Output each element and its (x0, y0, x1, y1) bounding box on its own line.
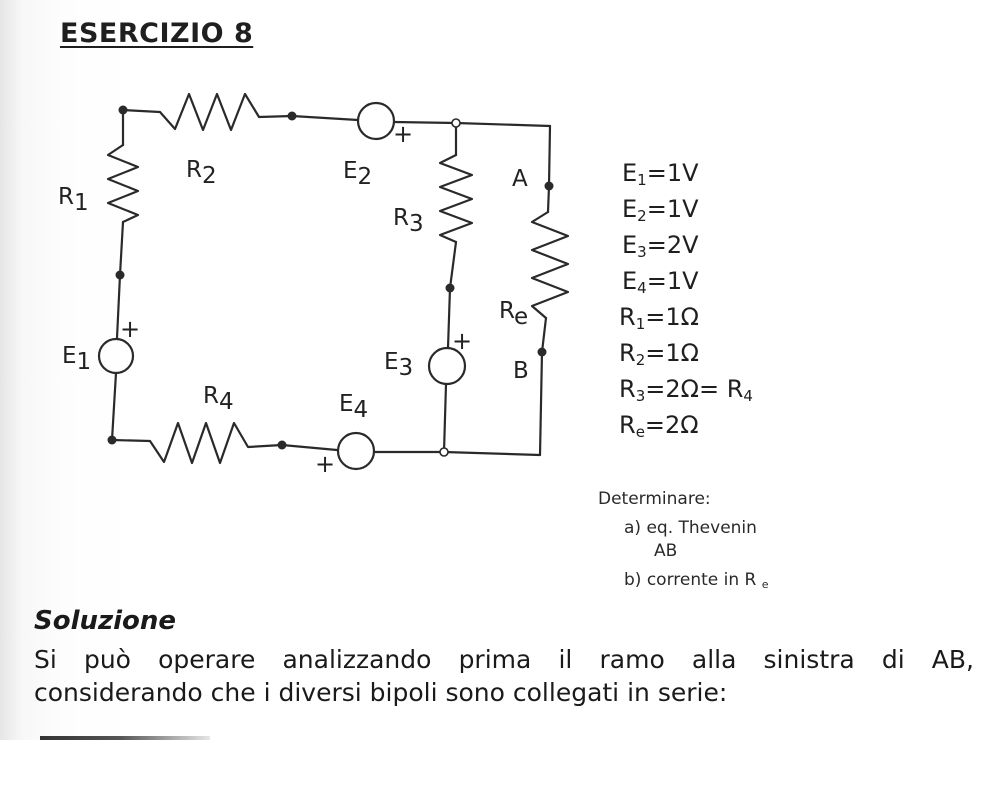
word: può (83, 645, 131, 674)
plus-sign-E1: + (120, 315, 141, 343)
solution-paragraph (34, 643, 984, 709)
junction-dot (278, 441, 287, 450)
wire (112, 373, 116, 440)
solution-heading: Soluzione (34, 606, 177, 636)
wire (542, 318, 546, 352)
page-bottom-margin (0, 742, 987, 793)
label-R4: R4 (203, 383, 234, 415)
task-heading: Determinare: (598, 489, 711, 509)
wire (448, 288, 450, 348)
label-E3: E3 (384, 349, 414, 381)
label-R3: R3 (393, 205, 424, 237)
source-E1 (99, 339, 133, 373)
solution-line-2: considerando che i diversi bipoli sono collegati in serie: (34, 678, 728, 707)
value-row: $E_2=1V$ (622, 195, 699, 225)
plus-sign-E2: + (393, 120, 414, 148)
component-values (619, 155, 753, 443)
word: analizzando (282, 645, 432, 674)
word: sinistra (763, 645, 855, 674)
label-B: B (513, 358, 529, 384)
wire (444, 452, 540, 455)
label-E2: E2 (343, 158, 373, 190)
word: prima (458, 645, 532, 674)
word: alla (691, 645, 737, 674)
resistor-R3 (440, 155, 472, 242)
value-row: $E_1=1V$ (622, 159, 699, 189)
value-row: $E_4=1V$ (622, 267, 699, 297)
wire (549, 126, 550, 186)
node-open-dot (440, 448, 448, 456)
source-E2 (358, 103, 394, 139)
value-row: $E_3=2V$ (622, 231, 699, 261)
node-open-dot (452, 119, 460, 127)
wire (450, 242, 456, 288)
resistor-R1 (108, 145, 138, 222)
label-E4: E4 (339, 391, 369, 423)
value-row: $R_2=1\Omega$ (619, 339, 699, 369)
word: il (558, 645, 573, 674)
word: Si (34, 645, 57, 674)
task-item-a-continued: AB (654, 541, 678, 561)
resistor-R2 (123, 94, 292, 130)
cut-off-line (40, 736, 210, 740)
word: AB, (931, 645, 974, 674)
wire (540, 352, 542, 455)
junction-dot (108, 436, 117, 445)
word: operare (158, 645, 256, 674)
task-item-a: a) eq. Thevenin (624, 518, 757, 538)
task-list (598, 485, 769, 595)
plus-sign-E4: + (315, 450, 336, 478)
label-R1: R1 (58, 184, 89, 216)
plus-sign-E3: + (452, 327, 473, 355)
label-R2: R2 (186, 157, 217, 189)
value-row: $R_3=2\Omega= R_4$ (619, 375, 753, 405)
wire (120, 222, 123, 275)
resistor-Re (532, 212, 568, 318)
source-E4 (338, 433, 374, 469)
wire (292, 116, 358, 120)
label-Re: Re (499, 298, 529, 330)
wire (444, 384, 446, 452)
junction-dot (116, 271, 125, 280)
label-E1: E1 (62, 343, 92, 375)
terminal-A-dot (545, 182, 554, 191)
junction-dot (446, 284, 455, 293)
value-row: $R_e=2\Omega$ (619, 411, 699, 441)
exercise-title: ESERCIZIO 8 (60, 18, 254, 49)
task-item-b: b) corrente in R $_e$ (624, 570, 769, 591)
terminal-B-dot (538, 348, 547, 357)
word: di (881, 645, 905, 674)
junction-dot (288, 112, 297, 121)
junction-dot (119, 106, 128, 115)
wire (456, 123, 550, 126)
resistor-R4 (112, 423, 282, 463)
solution-line-1 (34, 643, 974, 676)
word: ramo (599, 645, 665, 674)
value-row: $R_1=1\Omega$ (619, 303, 699, 333)
label-A: A (512, 166, 528, 192)
